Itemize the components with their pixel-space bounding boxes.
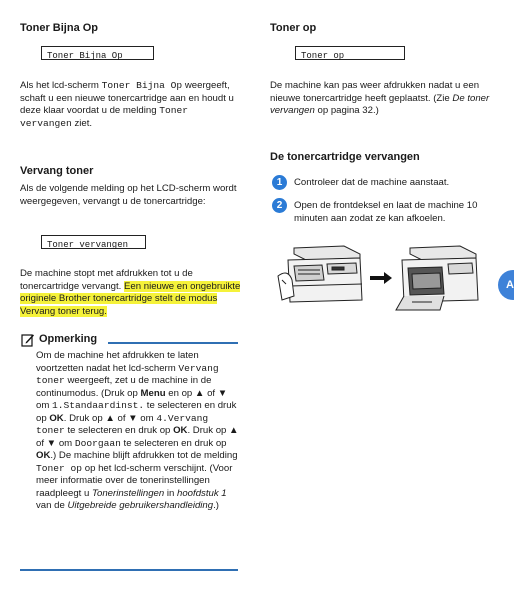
text-run: op pagina 32.) bbox=[314, 105, 379, 116]
text-run: Toner Bijna Op bbox=[101, 80, 183, 91]
heading-tonercartridge-vervangen: De tonercartridge vervangen bbox=[270, 151, 420, 163]
section-tab-a: A bbox=[498, 270, 514, 300]
text-run: OK bbox=[36, 450, 51, 461]
text-run: in bbox=[164, 487, 178, 499]
text-run: OK bbox=[173, 425, 188, 436]
text-run: Toner op bbox=[36, 462, 83, 474]
lcd-display-toner-op: Toner op bbox=[295, 46, 405, 60]
heading-toner-op: Toner op bbox=[270, 22, 317, 34]
text-run: 1.Standaardinst. bbox=[52, 400, 145, 411]
paragraph-toner-op bbox=[270, 80, 495, 118]
text-run: 4.Vervang toner bbox=[36, 412, 209, 436]
text-run: hoofdstuk 1 bbox=[177, 487, 227, 499]
note-top-divider bbox=[108, 342, 238, 344]
text-run: Doorgaan bbox=[74, 437, 121, 449]
text-run: Menu bbox=[140, 387, 166, 399]
note-title: Opmerking bbox=[39, 333, 98, 345]
highlighted-text: Een nieuwe en ongebruikte originele Brother tonercartridge stelt de modus Vervang toner terug. bbox=[20, 280, 241, 317]
lcd-display-toner-bijna-op: Toner Bijna Op bbox=[41, 46, 154, 60]
text-run: op het lcd-scherm verschijnt. (Voor meer informatie over de tonerinstellingen raadpleegt u bbox=[36, 462, 233, 499]
step-2-text: Open de frontdeksel en laat de machine 10 minuten aan zodat ze kan afkoelen. bbox=[294, 200, 478, 224]
text-run: .) De machine blijft afdrukken tot de melding bbox=[50, 450, 238, 461]
text-run: Toner vervangen bbox=[20, 105, 188, 129]
text-run: van de bbox=[36, 500, 68, 511]
text-run: te selecteren en druk op bbox=[120, 437, 227, 449]
text-run: weergeeft, schaft u een nieuwe tonercartridge aan en houdt u deze klaar voordat u de melding bbox=[20, 80, 234, 116]
text-run: Tonerinstellingen bbox=[92, 487, 165, 499]
step-1-badge: 1 bbox=[272, 175, 287, 190]
paragraph-machine-stopt bbox=[20, 268, 242, 318]
paragraph-plain-part: De machine stopt met afdrukken tot u de tonercartridge vervangt. bbox=[20, 268, 193, 292]
note-body bbox=[36, 350, 242, 513]
text-run: te selecteren en druk op bbox=[64, 425, 174, 436]
text-run: Uitgebreide gebruikershandleiding bbox=[67, 500, 214, 511]
paragraph-vervang-toner: Als de volgende melding op het LCD-scherm wordt weergegeven, vervangt u de tonercartridge: bbox=[20, 183, 237, 207]
note-bottom-divider bbox=[20, 569, 238, 571]
text-run: Om de machine het afdrukken te laten voortzetten nadat het lcd-scherm bbox=[36, 350, 199, 374]
heading-toner-bijna-op: Toner Bijna Op bbox=[20, 22, 99, 34]
lcd-display-toner-vervangen: Toner vervangen bbox=[41, 235, 146, 249]
text-run: en op ▲ of ▼ om bbox=[36, 387, 228, 411]
paragraph-toner-bijna-op bbox=[20, 80, 240, 130]
step-1-text: Controleer dat de machine aanstaat. bbox=[294, 177, 450, 188]
text-run: te selecteren en druk op bbox=[36, 400, 237, 424]
text-run: De machine kan pas weer afdrukken nadat u een nieuwe tonercartridge heeft geplaatst. (Zie bbox=[270, 80, 480, 104]
text-run: ziet. bbox=[71, 117, 93, 129]
text-run: . Druk op ▲ of ▼ om bbox=[63, 412, 157, 424]
text-run: . Druk op ▲ of ▼ om bbox=[36, 425, 239, 449]
step-2-badge: 2 bbox=[272, 198, 287, 213]
note-icon bbox=[21, 333, 35, 347]
text-run: .) bbox=[213, 500, 219, 511]
text-run: De toner vervangen bbox=[270, 92, 490, 116]
printer-illustration bbox=[272, 240, 482, 315]
text-run: Als het lcd-scherm bbox=[20, 80, 102, 91]
text-run: Vervang toner bbox=[36, 362, 219, 386]
text-run: weergeeft, zet u de machine in de continumodus. (Druk op bbox=[36, 375, 212, 399]
text-run: OK bbox=[49, 412, 64, 424]
heading-vervang-toner: Vervang toner bbox=[20, 165, 94, 177]
